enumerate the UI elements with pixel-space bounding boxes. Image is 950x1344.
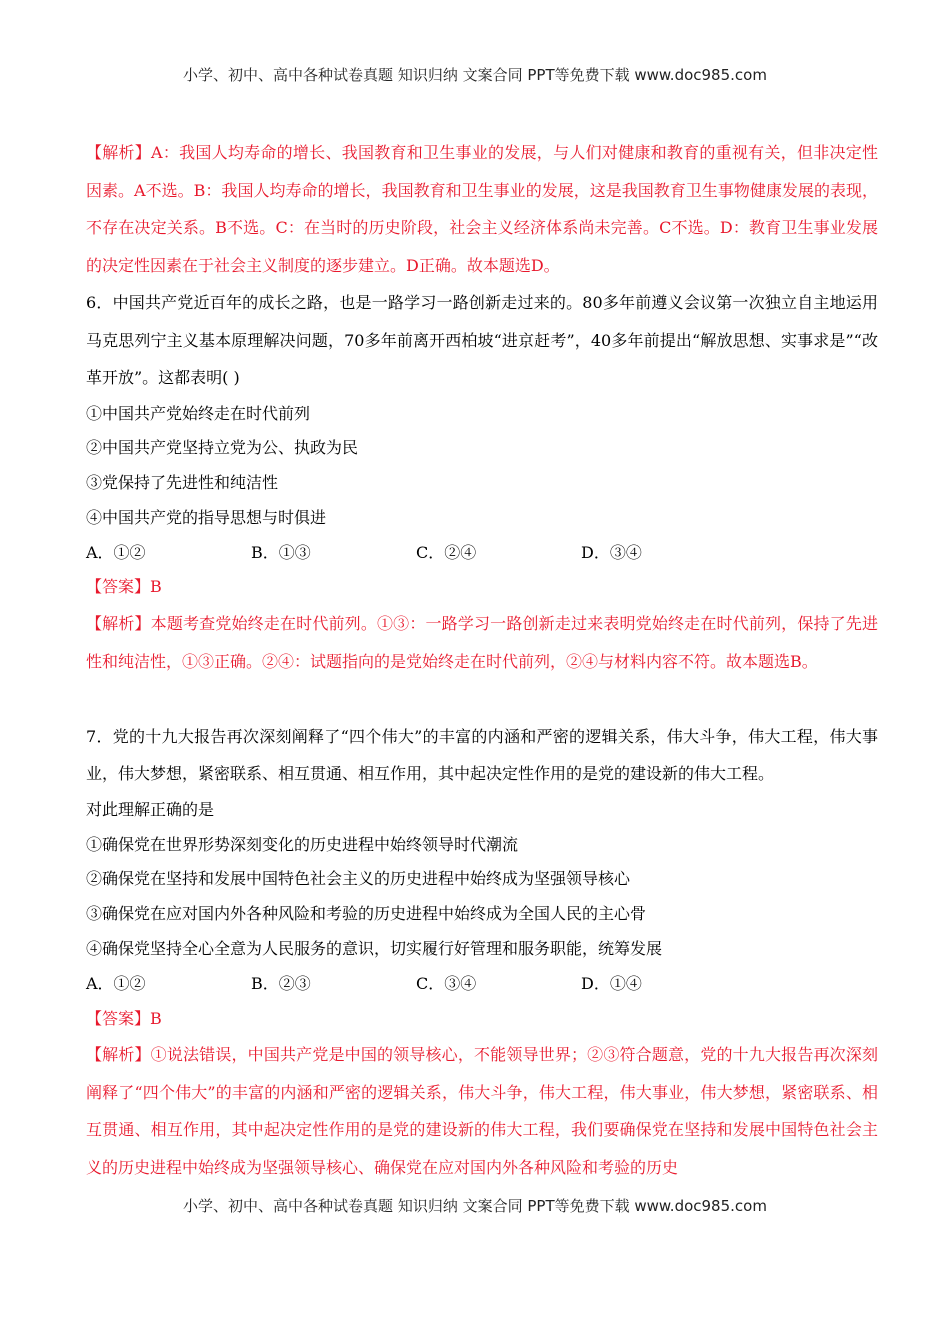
q7-item-2: ②确保党在坚持和发展中国特色社会主义的历史进程中始终成为坚强领导核心 <box>86 869 631 889</box>
q7-item-4: ④确保党坚持全心全意为人民服务的意识，切实履行好管理和服务职能，统筹发展 <box>86 938 663 958</box>
q7-option-b: B．②③ <box>251 973 311 993</box>
q7-answer: 【答案】B <box>86 1008 162 1028</box>
q6-item-3: ③党保持了先进性和纯洁性 <box>86 473 279 493</box>
q6-item-2: ②中国共产党坚持立党为公、执政为民 <box>86 438 359 458</box>
q7-analysis: 【解析】①说法错误，中国共产党是中国的领导核心，不能领导世界；②③符合题意，党的十九大报告再次深刻阐释了“四个伟大”的丰富的内涵和严密的逻辑关系，伟大斗争，伟大工程，伟大事业，伟大梦想，紧密联系、相互贯通、相互作用，其中起决定性作用的是党的建设新的伟大工程，我们要确保党在坚持和发展中国特色社会主义的历史进程中始终成为坚强领导核心、确保党在应对国内外各种风险和考验的历史 <box>86 1045 878 1177</box>
q6-option-b: B．①③ <box>251 542 311 562</box>
page-content <box>86 134 878 1224</box>
q6-stem: 6．中国共产党近百年的成长之路，也是一路学习一路创新走过来的。80多年前遵义会议第一次独立自主地运用马克思列宁主义基本原理解决问题，70多年前离开西柏坡“进京赶考”，40多年前提出“解放思想、实事求是”“改革开放”。这都表明( ) <box>86 293 878 387</box>
q6-option-a: A．①② <box>86 542 146 562</box>
q7-item-1: ①确保党在世界形势深刻变化的历史进程中始终领导时代潮流 <box>86 834 519 854</box>
q7-option-d: D．①④ <box>581 973 642 993</box>
q6-answer: 【答案】B <box>86 577 162 597</box>
q7-stem: 7．党的十九大报告再次深刻阐释了“四个伟大”的丰富的内涵和严密的逻辑关系，伟大斗争，伟大工程，伟大事业，伟大梦想，紧密联系、相互贯通、相互作用，其中起决定性作用的是党的建设新的伟大工程。 <box>86 726 878 784</box>
q7-stem-tail: 对此理解正确的是 <box>86 799 215 819</box>
q7-option-c: C．③④ <box>416 973 477 993</box>
page-footer: 小学、初中、高中各种试卷真题 知识归纳 文案合同 PPT等免费下载 www.doc985.com <box>183 1197 767 1215</box>
q6-analysis: 【解析】本题考查党始终走在时代前列。①③：一路学习一路创新走过来表明党始终走在时代前列，保持了先进性和纯洁性，①③正确。②④：试题指向的是党始终走在时代前列，②④与材料内容不符。故本题选B。 <box>86 614 878 671</box>
q7-options <box>86 967 878 1002</box>
page-header: 小学、初中、高中各种试卷真题 知识归纳 文案合同 PPT等免费下载 www.doc985.com <box>183 66 767 84</box>
q6-option-c: C．②④ <box>416 542 477 562</box>
q6-option-d: D．③④ <box>581 542 642 562</box>
q6-item-4: ④中国共产党的指导思想与时俱进 <box>86 507 327 527</box>
q7-item-3: ③确保党在应对国内外各种风险和考验的历史进程中始终成为全国人民的主心骨 <box>86 904 647 924</box>
q7-option-a: A．①② <box>86 973 146 993</box>
q6-item-1: ①中国共产党始终走在时代前列 <box>86 403 311 423</box>
q6-options <box>86 536 878 571</box>
q5-analysis: 【解析】A：我国人均寿命的增长、我国教育和卫生事业的发展，与人们对健康和教育的重视有关，但非决定性因素。A不选。B：我国人均寿命的增长，我国教育和卫生事业的发展，这是我国教育卫生事物健康发展的表现，不存在决定关系。B不选。C：在当时的历史阶段，社会主义经济体系尚未完善。C不选。D：教育卫生事业发展的决定性因素在于社会主义制度的逐步建立。D正确。故本题选D。 <box>86 143 878 275</box>
